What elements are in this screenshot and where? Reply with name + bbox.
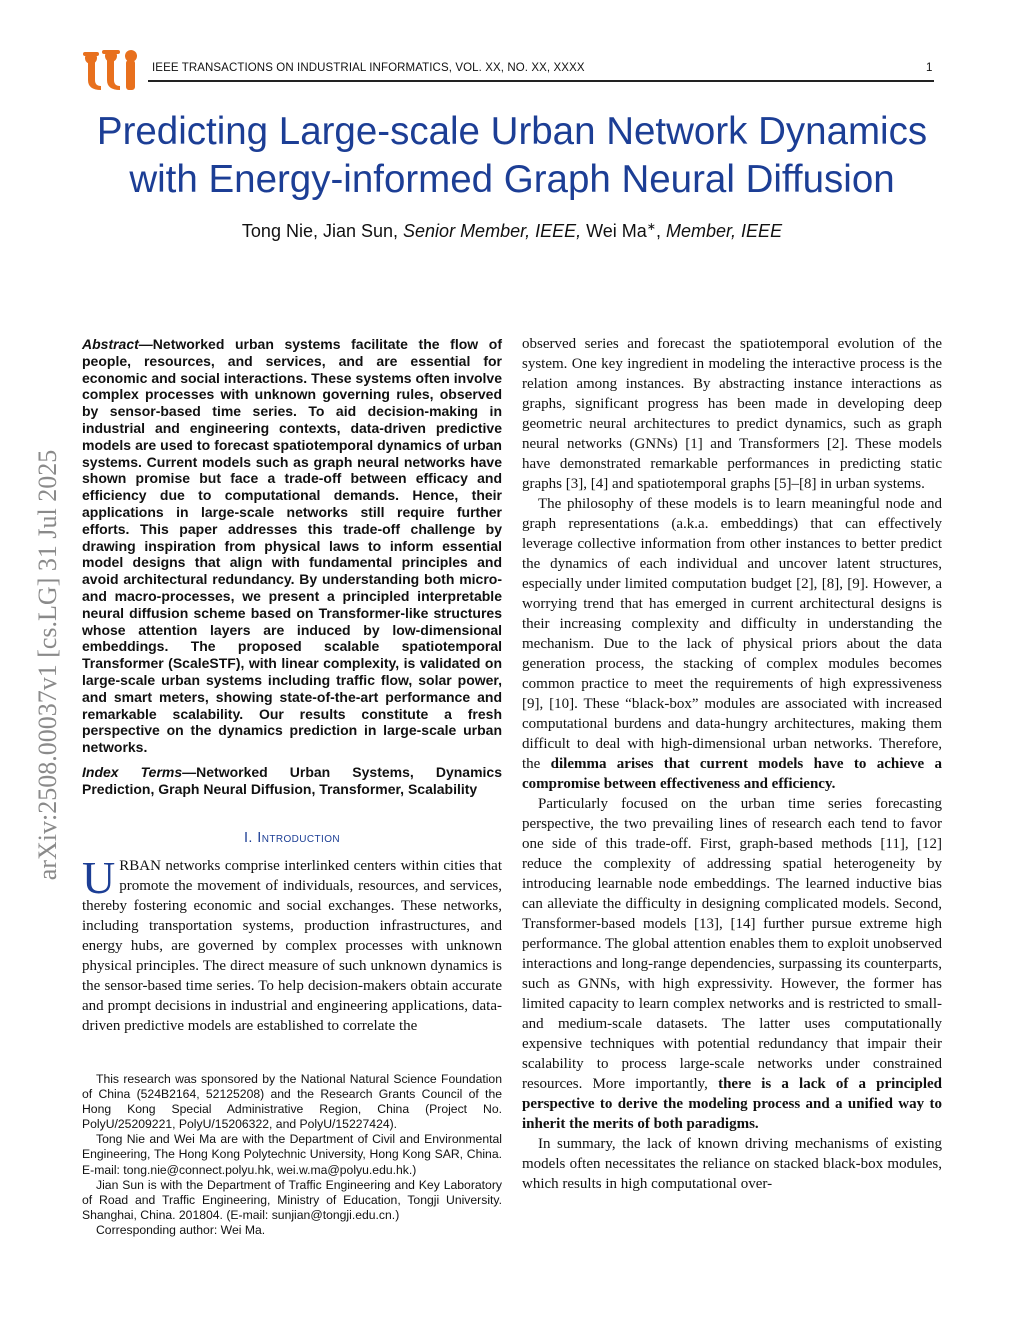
body-emphasis: there is a lack of a principled perspective to derive the modeling process and a unified way to inherit the merits of both paradigms. [522, 1076, 942, 1132]
footnotes [82, 1072, 502, 1238]
intro-smallcaps: RBAN [119, 858, 161, 874]
index-terms [82, 764, 502, 798]
index-terms-text: Networked Urban Systems, Dynamics Prediction, Graph Neural Diffusion, Transformer, Scalability [82, 764, 502, 797]
title-line-1: Predicting Large-scale Urban Network Dynamics [96, 110, 928, 153]
drop-cap: U [82, 852, 116, 903]
footnote-affiliation: Jian Sun is with the Department of Traffic Engineering and Key Laboratory of Road and Traffic Engineering, Ministry of Education, Tongji University. Shanghai, China. 201804. (E-mail: sunjian@tongji.edu.cn.) [82, 1177, 502, 1222]
journal-header: IEEE TRANSACTIONS ON INDUSTRIAL INFORMATICS, VOL. XX, NO. XX, XXXX [152, 62, 585, 74]
footnote-funding: This research was sponsored by the National Natural Science Foundation of China (524B2164, 52125208) and the Research Grants Council of the Hong Kong Special Administrative Region, China (Project No. PolyU/25209221, PolyU/15206322, and PolyU/15227424). [82, 1072, 502, 1132]
paper-title [60, 108, 964, 204]
body-text: The philosophy of these models is to learn meaningful node and graph representations (a.k.a. embeddings) that can effectively leverage collective information from other instances to better predict the dynamics of each individual and uncover latent structures, especially under limited computation budget [2], [8], [9]. However, a worrying trend that has emerged in current architectural designs is their increasing complexity and difficulty in understanding the mechanism. Due to the lack of physical priors about the data generation process, the stacking of complex modules becomes common practice to meet the requirements of high expressiveness [9], [10]. These “black-box” modules are associated with increased computational burdens and data-hungry architectures, making them difficult to deal with high-dimensional urban networks. Therefore, the [522, 496, 942, 772]
section-number: I. [243, 830, 258, 846]
author-role: Member, IEEE [666, 221, 783, 241]
index-terms-lead: Index Terms [82, 764, 183, 780]
body-emphasis: dilemma arises that current models have to achieve a compromise between effectiveness and efficiency. [522, 756, 942, 792]
author-separator: , [656, 221, 667, 241]
abstract-dash: — [138, 336, 153, 352]
right-column [522, 334, 942, 1194]
footnote-affiliation: Tong Nie and Wei Ma are with the Department of Civil and Environmental Engineering, The Hong Kong Polytechnic University, Hong Kong SAR, China. E-mail: tong.nie@connect.polyu.hk, wei.w.ma@polyu.edu.hk.) [82, 1132, 502, 1177]
intro-text: networks comprise interlinked centers within cities that promote the movement of individuals, resources, and services, thereby fostering economic and social exchanges. These networks, including transportation systems, production infrastructures, and energy hubs, are governed by complex processes with unknown physical principles. The direct measure of such unknown dynamics is the sensor-based time series. To help decision-makers obtain accurate and prompt decisions in industrial and engineering applications, data-driven predictive models are established to correlate the [82, 858, 502, 1034]
body-text: Particularly focused on the urban time series forecasting perspective, the two prevailing lines of research each tend to favor one side of this trade-off. First, graph-based methods [11], [12] reduce the complexity of addressing spatial heterogeneity by introducing learnable node embeddings. The learned inductive bias can alleviate the difficulty in designing complicated models. Second, Transformer-based models [13], [14] further pursue extreme high performance. The global attention enables them to exploit unobserved interactions and long-range dependencies, surpassing its counterparts, such as GNNs, with high expressivity. However, the former has limited capacity to learn complex networks and is restricted to small- and medium-scale datasets. The latter uses computationally expensive techniques with potential redundancy that impair their scalability to process large-scale networks under constrained resources. More importantly, [522, 796, 943, 1092]
corresponding-mark: ∗ [646, 221, 657, 233]
arxiv-identifier[interactable]: arXiv:2508.00037v1 [cs.LG] 31 Jul 2025 [33, 449, 62, 881]
abstract-text: Networked urban systems facilitate the flow of people, resources, and services, and are essential for economic and social interactions. These systems often involve complex processes with unknown governing rules, observed by sensor-based time series. To aid decision-making in industrial and engineering contexts, data-driven predictive models are used to forecast spatiotemporal dynamics of urban systems. Current models such as graph neural networks have shown promise but face a trade-off between efficacy and efficiency due to computational demands. Hence, their applications in large-scale networks still require further efforts. This paper addresses this trade-off challenge by drawing inspiration from physical laws to inform essential model designs that align with fundamental principles and avoid architectural redundancy. By understanding both micro- and macro-processes, we present a principled interpretable neural diffusion scheme based on Transformer-like structures whose attention layers are induced by low-dimensional embeddings. The proposed scalable spatiotemporal Transformer (ScaleSTF), with linear complexity, is validated on large-scale urban systems including traffic flow, solar power, and smart meters, showing state-of-the-art performance and remarkable scalability. Our results constitute a fresh perspective on the dynamics prediction in large-scale urban networks. [82, 336, 502, 756]
title-line-2: with Energy-informed Graph Neural Diffusion [129, 158, 895, 201]
index-terms-dash: — [182, 764, 197, 780]
author-names: Wei Ma [581, 221, 647, 241]
abstract [82, 336, 502, 756]
footnote-corresponding: Corresponding author: Wei Ma. [96, 1222, 266, 1237]
header-rule [148, 80, 934, 82]
body-paragraph: observed series and forecast the spatiotemporal evolution of the system. One key ingredient in modeling the interactive process is the relation among instances. By abstracting instance interactions as graphs, significant progress has been made in developing deep geometric neural architectures to predict dynamics, such as graph neural networks (GNNs) [1] and Transformers [2]. These models have demonstrated remarkable performances in predicting static graphs [3], [4] and spatiotemporal graphs [5]–[8] in urban systems. [522, 336, 942, 492]
ieee-ies-logo [80, 44, 142, 92]
body-paragraph: In summary, the lack of known driving mechanisms of existing models often necessitates the reliance on stacked black-box modules, which results in high computational over- [522, 1136, 942, 1192]
page-number: 1 [926, 62, 933, 74]
author-line [60, 220, 964, 242]
section-heading [82, 830, 502, 846]
body-paragraph [522, 494, 942, 794]
author-role: Senior Member, IEEE, [403, 221, 582, 241]
author-names: Tong Nie, Jian Sun, [241, 221, 404, 241]
body-paragraph [522, 794, 942, 1134]
abstract-lead: Abstract [82, 336, 139, 352]
section-title: Introduction [257, 830, 340, 846]
intro-paragraph [82, 852, 502, 1036]
